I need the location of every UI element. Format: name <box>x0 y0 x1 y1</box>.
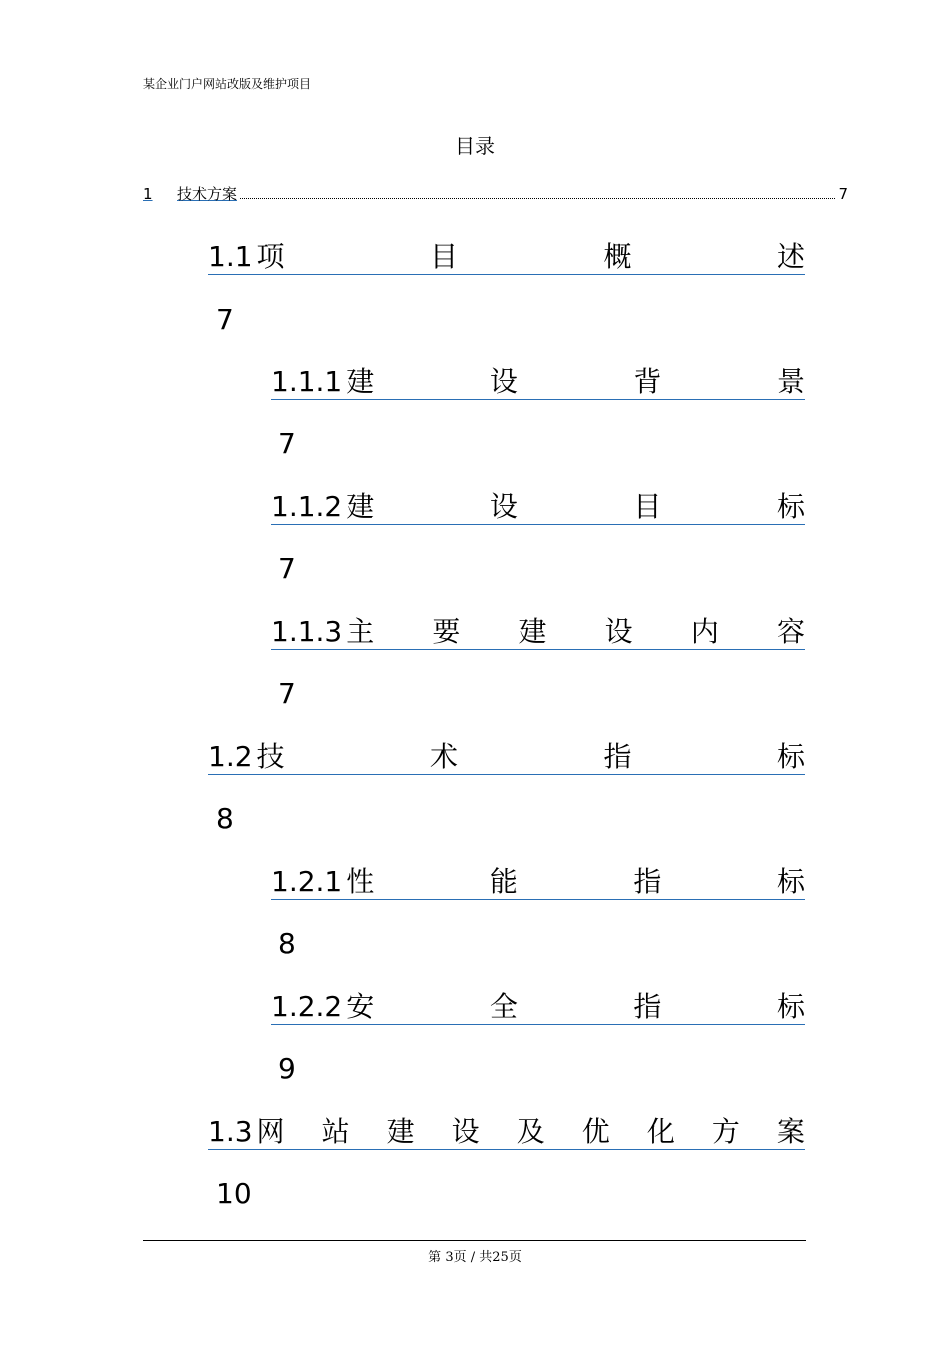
toc-entry-number: 1.2.1 <box>271 865 343 898</box>
toc-entry-page: 8 <box>216 802 234 835</box>
toc-entry-title: 性 能 指 标 <box>346 865 805 898</box>
toc-entry-number: 1.2 <box>208 740 253 773</box>
toc-entry-1-2-1[interactable] <box>271 865 805 900</box>
toc-entry-page: 10 <box>216 1177 252 1210</box>
document-header: 某企业门户网站改版及维护项目 <box>143 77 312 91</box>
toc-entry-title: 技术方案 <box>177 185 238 203</box>
current-page: 3 <box>445 1250 454 1265</box>
toc-entry-1-2-2[interactable] <box>271 990 805 1025</box>
toc-entry-title: 网 站 建 设 及 优 化 方 案 <box>256 1115 805 1148</box>
toc-entry-page: 7 <box>278 552 296 585</box>
toc-entry-1[interactable] <box>143 183 848 205</box>
toc-entry-number: 1.1.2 <box>271 490 343 523</box>
toc-title: 目录 <box>455 134 495 158</box>
toc-entry-title: 建 设 目 标 <box>346 490 805 523</box>
toc-entry-page: 7 <box>216 303 234 336</box>
toc-entry-page: 7 <box>278 677 296 710</box>
toc-entry-number: 1 <box>143 185 153 203</box>
toc-entry-1-1[interactable] <box>208 240 805 275</box>
toc-entry-number: 1.3 <box>208 1115 253 1148</box>
total-pages: 25 <box>492 1250 509 1265</box>
toc-entry-title: 安 全 指 标 <box>346 990 805 1023</box>
footer-divider <box>143 1240 806 1241</box>
toc-entry-number: 1.1 <box>208 240 253 273</box>
toc-entry-number: 1.2.2 <box>271 990 343 1023</box>
toc-entry-page: 7 <box>838 185 848 203</box>
toc-entry-page: 7 <box>278 427 296 460</box>
toc-entry-title: 主 要 建 设 内 容 <box>346 615 805 648</box>
toc-entry-title: 项 目 概 述 <box>256 240 805 273</box>
toc-entry-page: 9 <box>278 1052 296 1085</box>
toc-entry-1-3[interactable] <box>208 1115 805 1150</box>
toc-entry-title: 技 术 指 标 <box>256 740 805 773</box>
dot-leader <box>240 184 835 199</box>
toc-entry-number: 1.1.1 <box>271 365 343 398</box>
toc-entry-1-1-3[interactable] <box>271 615 805 650</box>
toc-entry-1-1-1[interactable] <box>271 365 805 400</box>
toc-entry-1-2[interactable] <box>208 740 805 775</box>
toc-entry-number: 1.1.3 <box>271 615 343 648</box>
page-footer: 第 3页 / 共25页 <box>428 1250 522 1265</box>
toc-entry-1-1-2[interactable] <box>271 490 805 525</box>
toc-entry-page: 8 <box>278 927 296 960</box>
toc-entry-title: 建 设 背 景 <box>346 365 805 398</box>
